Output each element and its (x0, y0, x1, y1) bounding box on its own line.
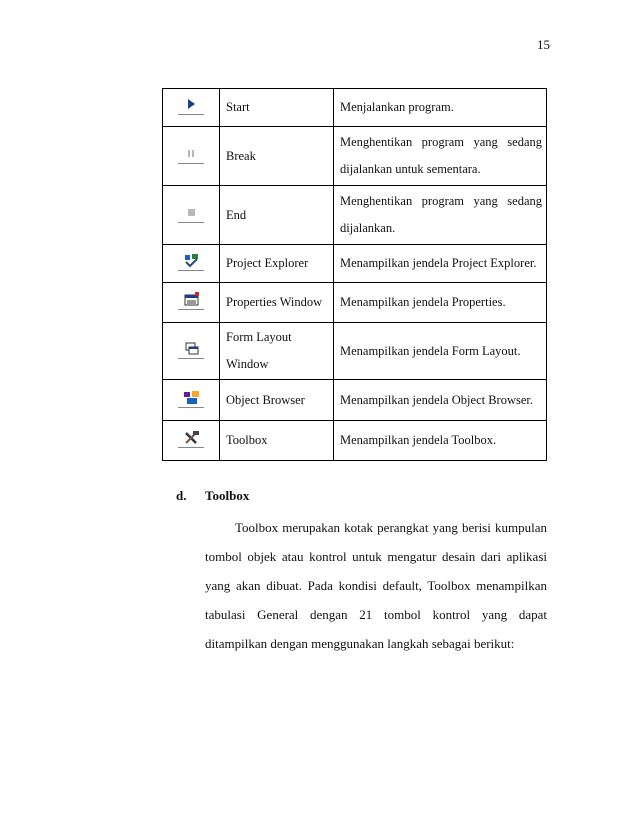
tool-name: Start (220, 89, 334, 127)
end-icon (178, 204, 204, 223)
tool-description: Menampilkan jendela Object Browser. (334, 380, 547, 421)
tool-description: Menampilkan jendela Toolbox. (334, 421, 547, 461)
tool-name: Toolbox (220, 421, 334, 461)
section-title: Toolbox (205, 488, 250, 503)
start-icon (178, 96, 204, 115)
toolbox-icon (178, 429, 204, 448)
form-layout-icon (178, 340, 204, 359)
page-number: 15 (537, 37, 550, 52)
tool-name-line: Window (226, 357, 269, 371)
tool-description-line: dijalankan untuk sementara. (340, 162, 481, 176)
section-heading (176, 488, 249, 504)
table-row (163, 323, 547, 380)
paragraph-text: Toolbox merupakan kotak perangkat yang berisi kumpulan tombol objek atau kontrol untuk mengatur desain dari aplikasi yang akan dibuat. Pada kondisi default, Toolbox menampilkan tabulasi General dengan 21 tombol kontrol yang dapat ditampilkan dengan menggunakan langkah sebagai berikut: (205, 520, 547, 651)
section-letter: d. (176, 488, 187, 503)
table-row (163, 283, 547, 323)
tool-name: Properties Window (220, 283, 334, 323)
tool-name-line: Form Layout (226, 330, 292, 344)
object-browser-icon (178, 389, 204, 408)
table-row (163, 380, 547, 421)
tool-name: Break (220, 127, 334, 186)
tool-name: Object Browser (220, 380, 334, 421)
table-row (163, 245, 547, 283)
tool-description: Menjalankan program. (334, 89, 547, 127)
table-row (163, 89, 547, 127)
tool-description: Menampilkan jendela Properties. (334, 283, 547, 323)
table-row (163, 127, 547, 186)
table-row (163, 186, 547, 245)
tool-description-line: dijalankan. (340, 221, 396, 235)
body-paragraph (205, 513, 547, 658)
tool-description-line: Menghentikan program yang sedang (340, 194, 542, 208)
tool-description: Menampilkan jendela Project Explorer. (334, 245, 547, 283)
tool-name: Project Explorer (220, 245, 334, 283)
tool-name: End (220, 186, 334, 245)
tool-description: Menampilkan jendela Form Layout. (334, 323, 547, 380)
break-icon (178, 145, 204, 164)
toolbar-button-table (162, 88, 547, 461)
tool-description-line: Menghentikan program yang sedang (340, 135, 542, 149)
project-explorer-icon (178, 252, 204, 271)
table-row (163, 421, 547, 461)
properties-window-icon (178, 291, 204, 310)
